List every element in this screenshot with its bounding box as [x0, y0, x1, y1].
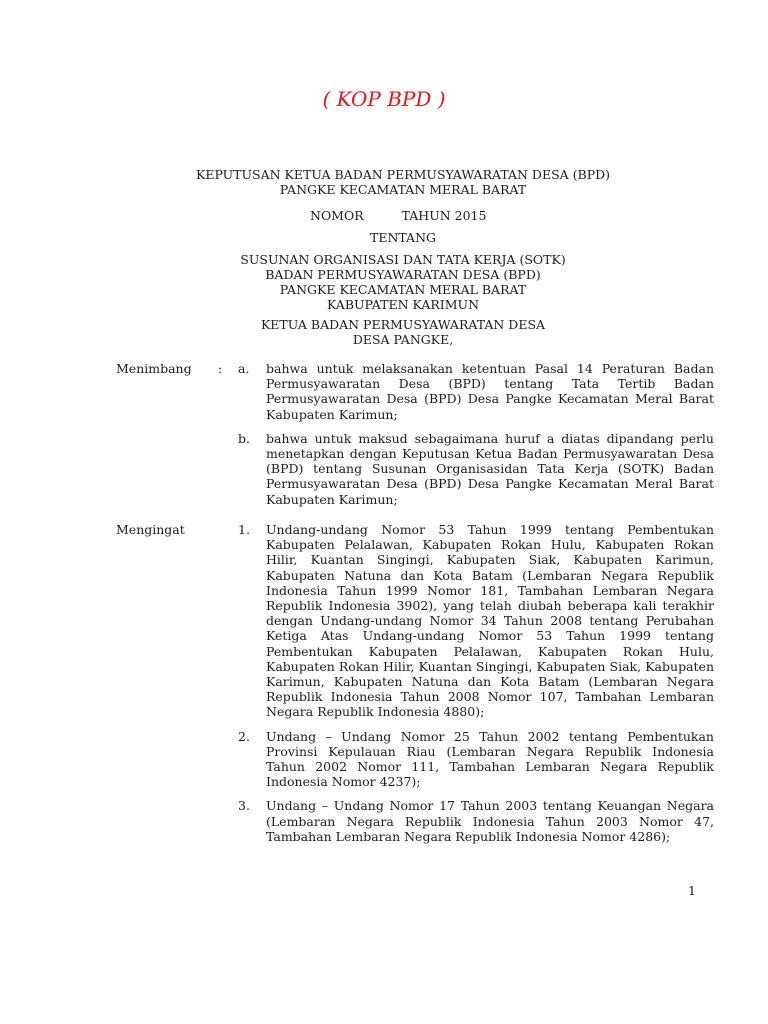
item-number: 3.: [238, 798, 250, 814]
list-item: [238, 361, 714, 422]
list-item: [238, 798, 714, 844]
menimbang-label: Menimbang: [116, 361, 192, 376]
mengingat-label: Mengingat: [116, 522, 185, 537]
nomor-line: [310, 208, 486, 223]
subject-line: SUSUNAN ORGANISASI DAN TATA KERJA (SOTK): [240, 252, 566, 267]
subject-block: [0, 252, 768, 312]
document-title: [0, 167, 768, 197]
list-item: [238, 729, 714, 790]
page-number: 1: [688, 883, 696, 898]
item-text: Undang – Undang Nomor 25 Tahun 2002 tentang Pembentukan Provinsi Kepulauan Riau (Lembaran Negara Republik Indonesia Tahun 2002 Nomor 111, Tambahan Lembaran Negara Republik Indonesia Nomor 4237);: [266, 728, 714, 790]
item-text: Undang-undang Nomor 53 Tahun 1999 tentang Pembentukan Kabupaten Pelalawan, Kabupaten Rokan Hulu, Kabupaten Rokan Hilir, Kuantan Singingi, Kabupaten Siak, Kabupaten Karimun, Kabupaten Natuna dan Kota Batam (Lembaran Negara Republik Indonesia Tahun 1999 Nomor 181, Tambahan Lembaran Negara Republik Indonesia 3902), yang telah diubah beberapa kali terakhir dengan Undang-undang Nomor 34 Tahun 2008 tentang Perubahan Ketiga Atas Undang-undang Nomor 53 Tahun 1999 tentang Pembentukan Kabupaten Pelalawan, Kabupaten Rokan Hulu, Kabupaten Rokan Hilir, Kuantan Singingi, Kabupaten Siak, Kabupaten Karimun, Kabupaten Natuna dan Kota Batam (Lembaran Negara Republik Indonesia Tahun 2008 Nomor 107, Tambahan Lembaran Negara Republik Indonesia 4880);: [266, 522, 714, 720]
nomor-label: NOMOR: [310, 208, 364, 223]
subject-line: BADAN PERMUSYAWARATAN DESA (BPD): [265, 267, 541, 282]
menimbang-section: [116, 361, 714, 507]
item-number: a.: [238, 361, 250, 376]
ketua-block: [0, 317, 768, 347]
ketua-line: KETUA BADAN PERMUSYAWARATAN DESA: [260, 317, 546, 332]
list-item: [238, 522, 714, 720]
item-text: Undang – Undang Nomor 17 Tahun 2003 tentang Keuangan Negara (Lembaran Negara Republik Indonesia Tahun 2003 Nomor 47, Tambahan Lembaran Negara Republik Indonesia Nomor 4286);: [266, 798, 714, 844]
item-text: bahwa untuk melaksanakan ketentuan Pasal 14 Peraturan Badan Permusyawaratan Desa (BPD) tentang Tata Tertib Badan Permusyawaratan Desa (BPD) Desa Pangke Kecamatan Meral Barat Kabupaten Karimun;: [266, 361, 714, 422]
tentang-text: TENTANG: [369, 230, 436, 245]
ketua-line: DESA PANGKE,: [352, 332, 454, 347]
title-line: KEPUTUSAN KETUA BADAN PERMUSYAWARATAN DESA (BPD): [195, 167, 610, 182]
item-number: 2.: [238, 728, 250, 744]
subject-line: KABUPATEN KARIMUN: [326, 297, 480, 312]
item-text: bahwa untuk maksud sebagaimana huruf a diatas dipandang perlu menetapkan dengan Keputusan Ketua Badan Permusyawaratan Desa (BPD) tentang Susunan Organisasidan Tata Kerja (SOTK) Badan Permusyawaratan Desa (BPD) Desa Pangke Kecamatan Meral Barat Kabupaten Karimun;: [266, 430, 714, 507]
menimbang-colon: :: [218, 361, 223, 376]
tahun-label: TAHUN 2015: [401, 208, 487, 223]
subject-line: PANGKE KECAMATAN MERAL BARAT: [279, 282, 527, 297]
kop-header: ( KOP BPD ): [322, 87, 446, 111]
item-number: b.: [238, 430, 250, 446]
mengingat-section: [116, 522, 714, 844]
list-item: [238, 431, 714, 507]
tentang-heading: [0, 230, 768, 245]
item-number: 1.: [238, 522, 250, 537]
title-line: PANGKE KECAMATAN MERAL BARAT: [279, 182, 527, 197]
